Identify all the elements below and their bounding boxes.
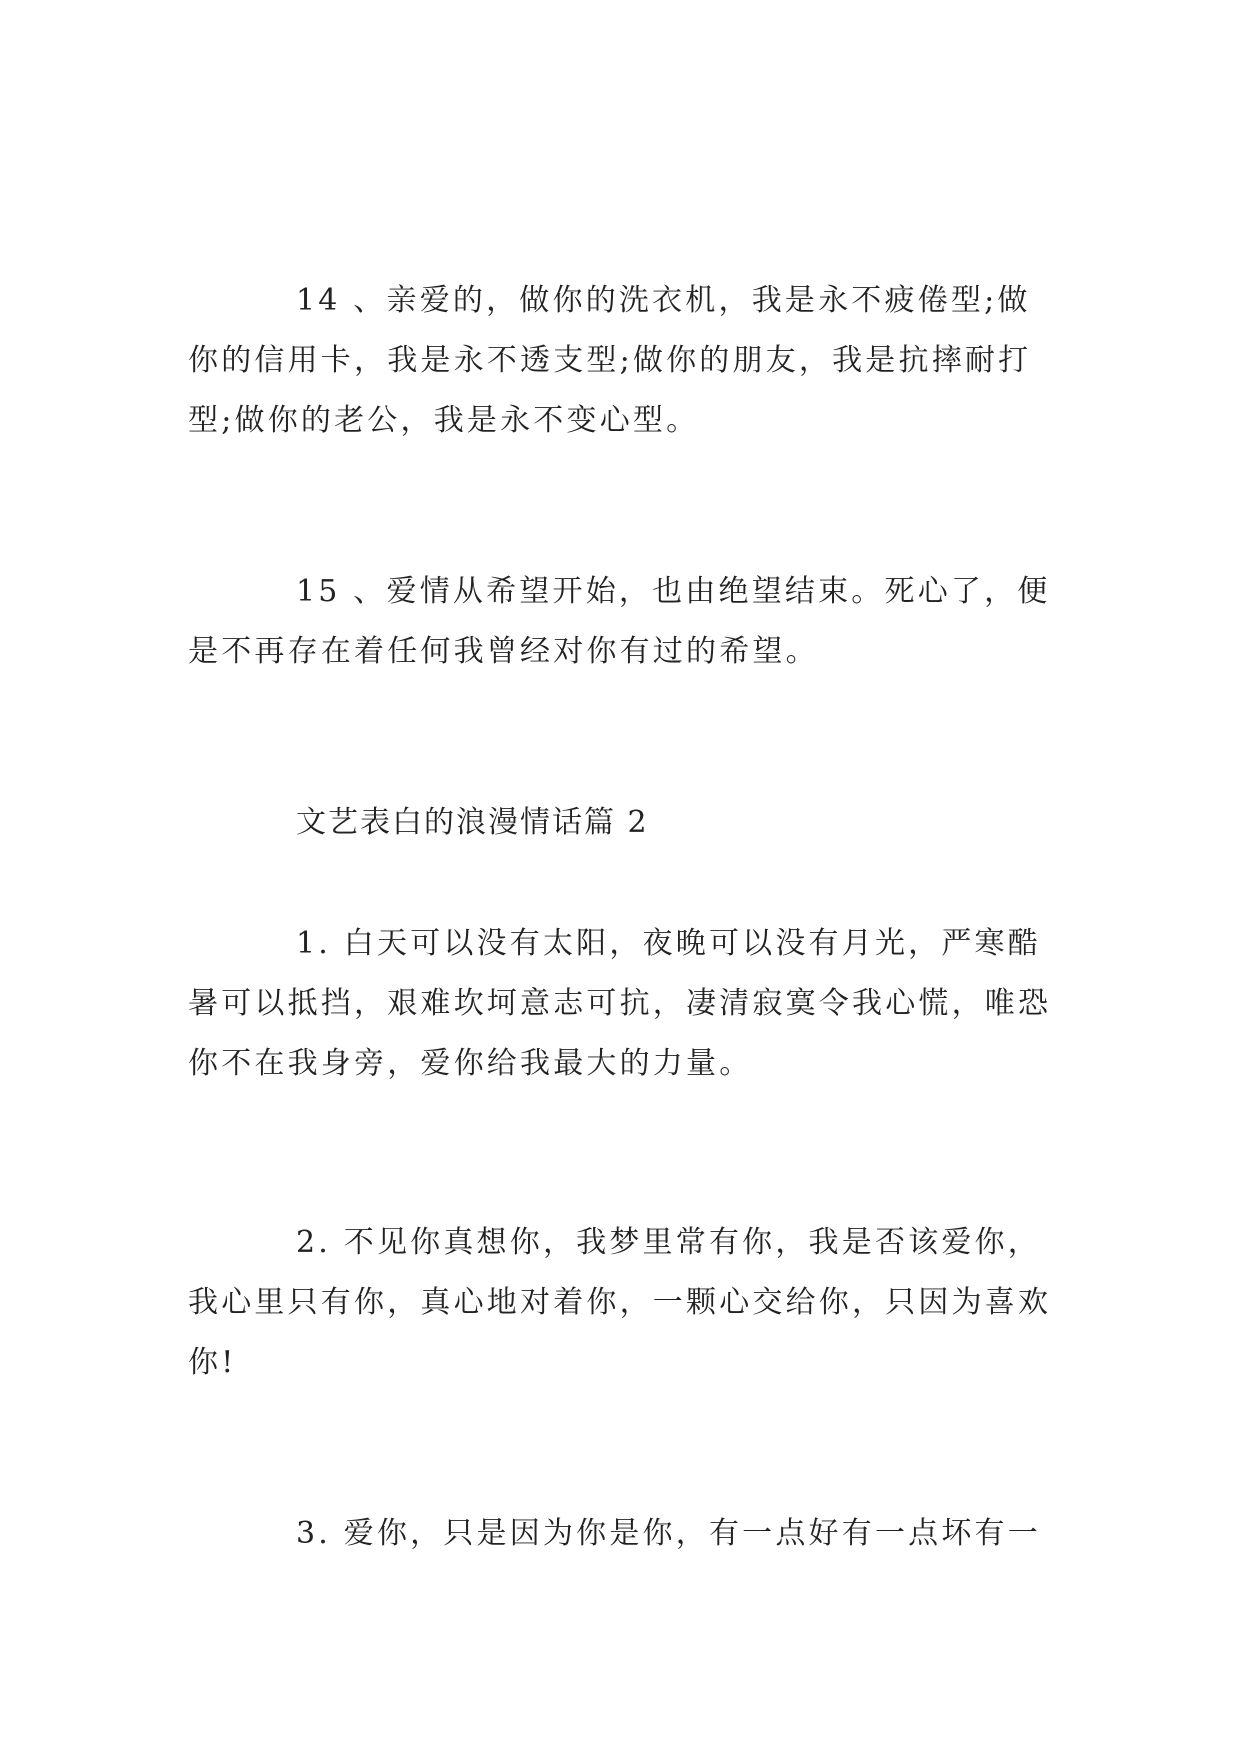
paragraph-1: 1. 白天可以没有太阳，夜晚可以没有月光，严寒酷暑可以抵挡，艰难坎坷意志可抗，凄清寂寞令我心慌，唯恐你不在我身旁，爱你给我最大的力量。 — [188, 926, 1052, 1081]
section-heading: 文艺表白的浪漫情话篇 2 — [296, 805, 649, 840]
paragraph-14: 14 、亲爱的，做你的洗衣机，我是永不疲倦型;做你的信用卡，我是永不透支型;做你的朋友，我是抗摔耐打型;做你的老公，我是永不变心型。 — [188, 283, 1032, 438]
paragraph-3: 3. 爱你，只是因为你是你，有一点好有一点坏有一 — [296, 1516, 1041, 1551]
paragraph-2: 2. 不见你真想你，我梦里常有你，我是否该爱你，我心里只有你，真心地对着你，一颗心交给你，只因为喜欢你! — [188, 1225, 1052, 1380]
paragraph-15: 15 、爱情从希望开始，也由绝望结束。死心了，便是不再存在着任何我曾经对你有过的希望。 — [188, 574, 1051, 669]
